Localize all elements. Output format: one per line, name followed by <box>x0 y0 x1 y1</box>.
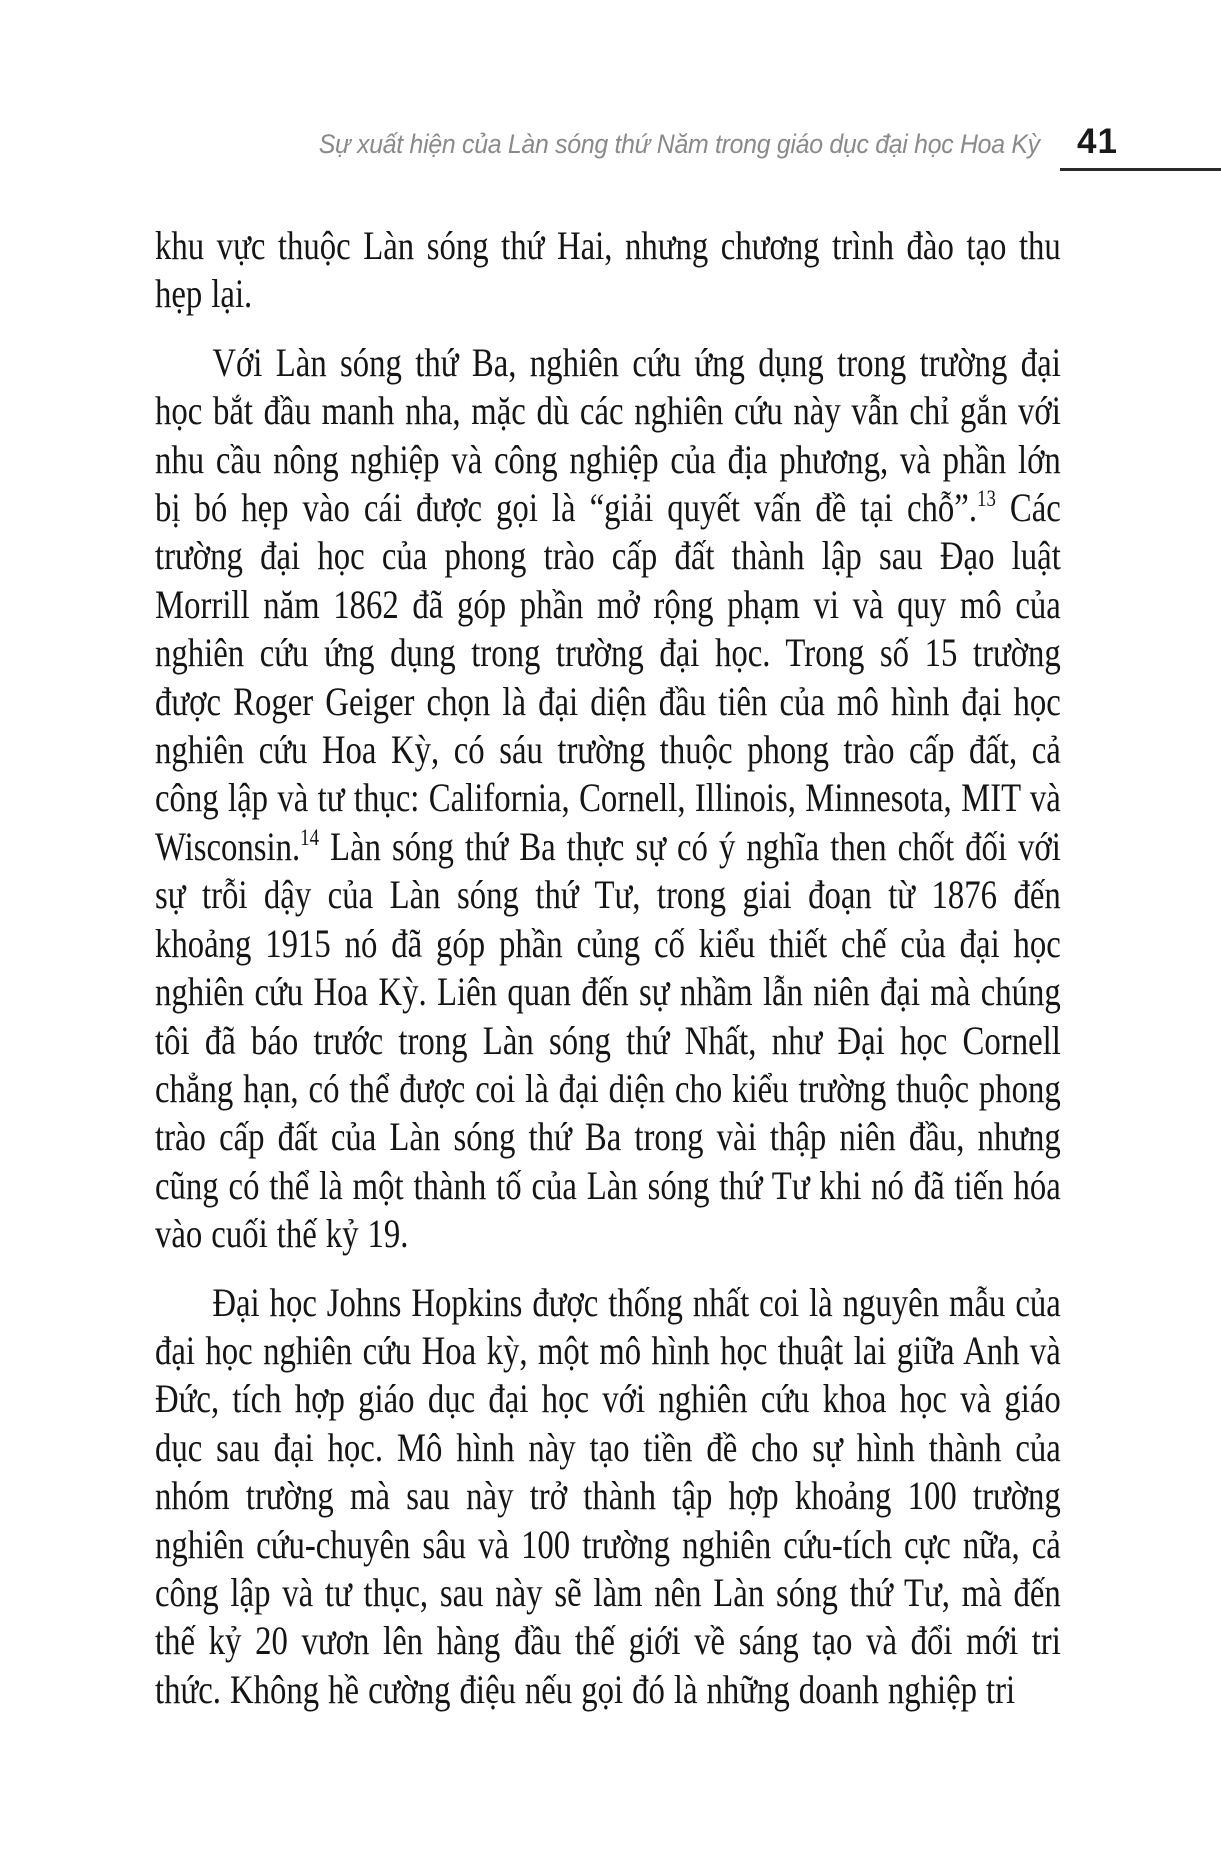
body-paragraph <box>155 1279 1061 1715</box>
footnote-reference: 13 <box>977 486 996 512</box>
text-run: Với Làn sóng thứ Ba, nghiên cứu ứng dụng trong trường đại học bắt đầu manh nha, mặc dù các nghiên cứu này vẫn chỉ gắn với nhu cầu nông nghiệp và công nghiệp của địa phương, và phần lớn bị bó hẹp vào cái được gọi là “giải quyết vấn đề tại chỗ”. <box>155 339 1061 531</box>
footnote-reference: 14 <box>300 824 320 850</box>
text-run: Đại học Johns Hopkins được thống nhất coi là nguyên mẫu của đại học nghiên cứu Hoa kỳ, một mô hình học thuật lai giữa Anh và Đức, tích hợp giáo dục đại học với nghiên cứu khoa học và giáo dục sau đại học. Mô hình này tạo tiền đề cho sự hình thành của nhóm trường mà sau này trở thành tập hợp khoảng 100 trường nghiên cứu-chuyên sâu và 100 trường nghiên cứu-tích cực nữa, cả công lập và tư thục, sau này sẽ làm nên Làn sóng thứ Tư, mà đến thế kỷ 20 vươn lên hàng đầu thế giới về sáng tạo và đổi mới tri thức. Không hề cường điệu nếu gọi đó là những doanh nghiệp tri <box>155 1279 1061 1712</box>
body-paragraph <box>155 222 1061 319</box>
page-number-box <box>1060 124 1221 171</box>
text-run: Các trường đại học của phong trào cấp đất thành lập sau Đạo luật Morrill năm 1862 đã góp phần mở rộng phạm vi và quy mô của nghiên cứu ứng dụng trong trường đại học. Trong số 15 trường được Roger Geiger chọn là đại diện đầu tiên của mô hình đại học nghiên cứu Hoa Kỳ, có sáu trường thuộc phong trào cấp đất, cả công lập và tư thục: California, Cornell, Illinois, Minnesota, MIT và Wisconsin. <box>155 485 1061 869</box>
body-text-block <box>155 222 1061 1734</box>
text-run: khu vực thuộc Làn sóng thứ Hai, nhưng chương trình đào tạo thu hẹp lại. <box>155 223 1061 317</box>
page-header <box>0 124 1221 171</box>
running-title: Sự xuất hiện của Làn sóng thứ Năm trong giáo dục đại học Hoa Kỳ <box>318 129 1040 159</box>
page-number: 41 <box>1077 122 1118 161</box>
body-paragraph <box>155 339 1061 1259</box>
text-run: Làn sóng thứ Ba thực sự có ý nghĩa then chốt đối với sự trỗi dậy của Làn sóng thứ Tư, trong giai đoạn từ 1876 đến khoảng 1915 nó đã góp phần củng cố kiểu thiết chế của đại học nghiên cứu Hoa Kỳ. Liên quan đến sự nhầm lẫn niên đại mà chúng tôi đã báo trước trong Làn sóng thứ Nhất, như Đại học Cornell chẳng hạn, có thể được coi là đại diện cho kiểu trường thuộc phong trào cấp đất của Làn sóng thứ Ba trong vài thập niên đầu, nhưng cũng có thể là một thành tố của Làn sóng thứ Tư khi nó đã tiến hóa vào cuối thế kỷ 19. <box>155 823 1061 1257</box>
